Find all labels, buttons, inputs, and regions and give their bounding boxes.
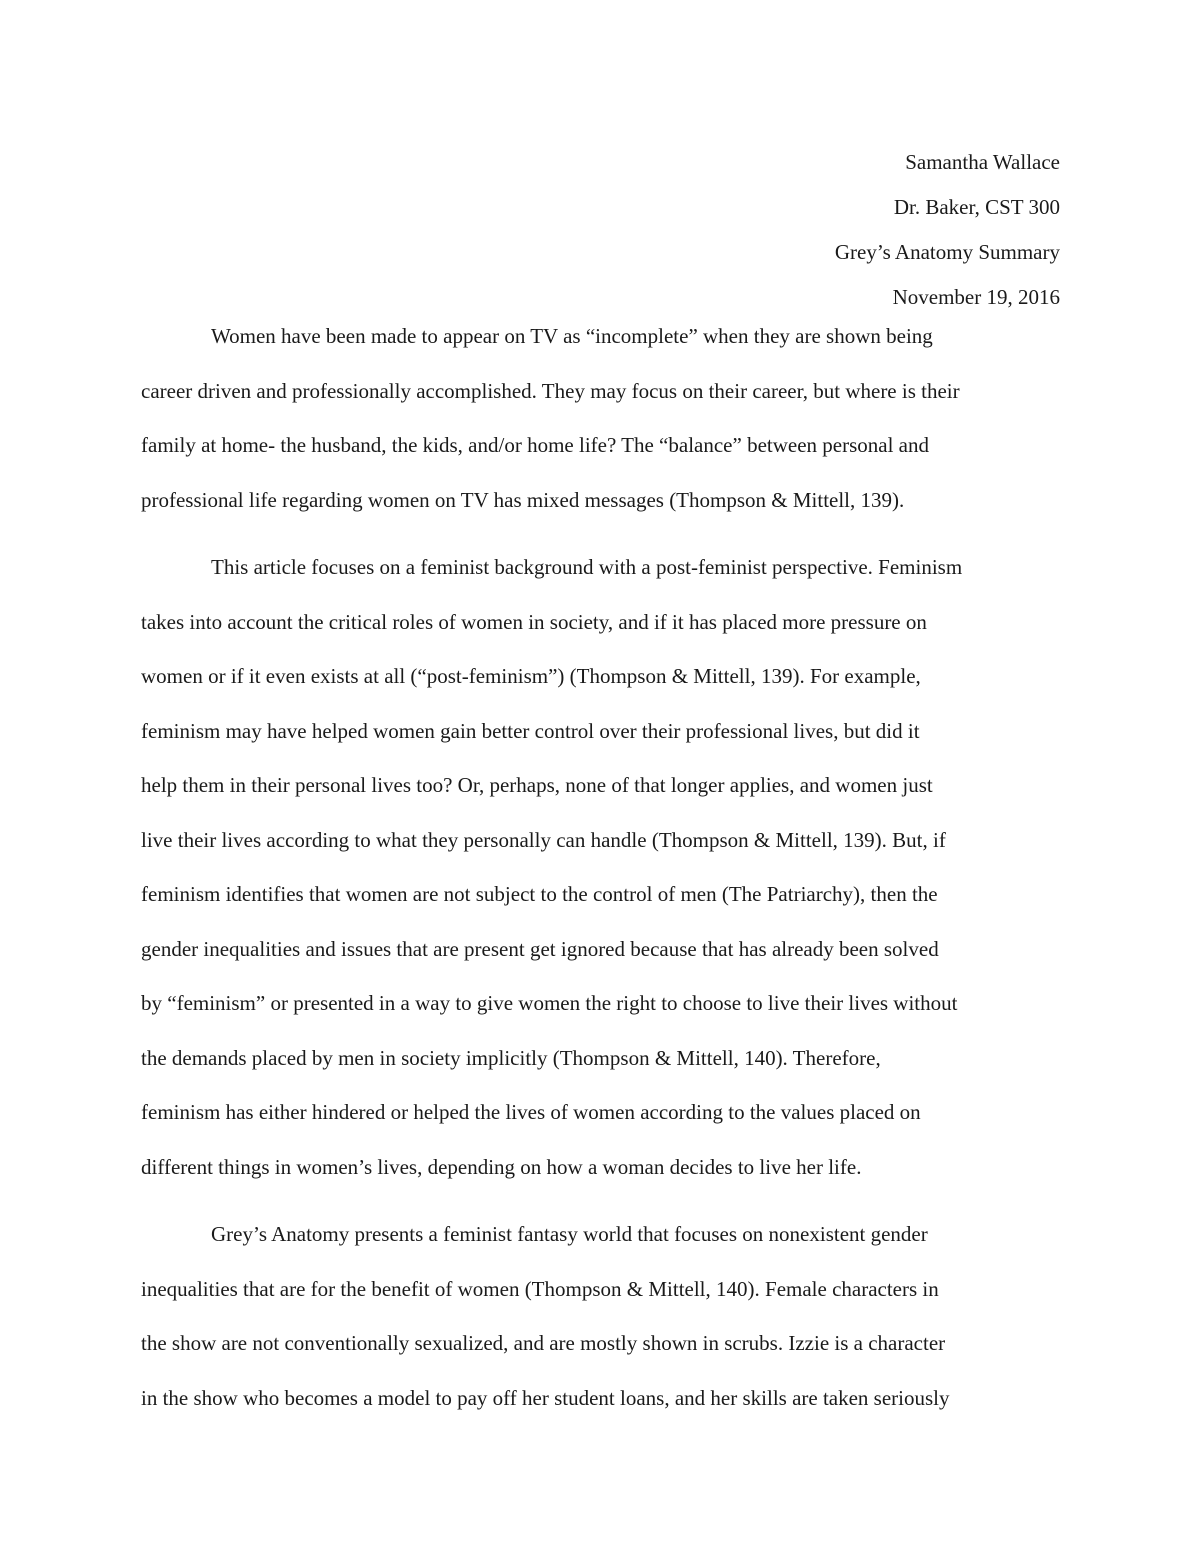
text-line: in the show who becomes a model to pay off her student loans, and her skills are taken seriously	[141, 1385, 950, 1410]
text-line: This article focuses on a feminist background with a post-feminist perspective. Feminism	[211, 555, 963, 579]
paragraph-spacer	[141, 1203, 1061, 1216]
text-line: gender inequalities and issues that are present get ignored because that has already been solved	[141, 936, 939, 961]
text-line: by “feminism” or presented in a way to give women the right to choose to live their lives without	[141, 991, 958, 1015]
text-line: different things in women’s lives, depending on how a woman decides to live her life.	[141, 1154, 862, 1179]
text-line: help them in their personal lives too? Or, perhaps, none of that longer applies, and women just	[141, 773, 933, 797]
paragraph-1	[141, 318, 1061, 536]
text-line: Grey’s Anatomy presents a feminist fantasy world that focuses on nonexistent gender	[211, 1222, 928, 1246]
paragraph-2	[141, 549, 1061, 1203]
text-line: live their lives according to what they personally can handle (Thompson & Mittell, 139). But, if	[141, 827, 946, 852]
text-line: professional life regarding women on TV has mixed messages (Thompson & Mittell, 139).	[141, 487, 905, 512]
course-info: Dr. Baker, CST 300	[893, 195, 1060, 219]
paper-date: November 19, 2016	[892, 285, 1060, 309]
author-name: Samantha Wallace	[905, 150, 1060, 174]
text-line: inequalities that are for the benefit of women (Thompson & Mittell, 140). Female characters in	[141, 1276, 939, 1301]
paragraph-spacer	[141, 536, 1061, 549]
paper-title: Grey’s Anatomy Summary	[834, 240, 1060, 264]
header-block	[835, 140, 1060, 320]
text-line: Women have been made to appear on TV as “incomplete” when they are shown being	[211, 324, 933, 348]
body-text	[141, 318, 1061, 1434]
text-line: career driven and professionally accomplished. They may focus on their career, but where is their	[141, 378, 960, 403]
text-line: family at home- the husband, the kids, and/or home life? The “balance” between personal and	[141, 433, 929, 457]
text-line: feminism identifies that women are not subject to the control of men (The Patriarchy), then the	[141, 882, 938, 906]
text-line: the show are not conventionally sexualized, and are mostly shown in scrubs. Izzie is a character	[141, 1331, 946, 1355]
text-line: feminism has either hindered or helped the lives of women according to the values placed on	[141, 1100, 921, 1124]
text-line: takes into account the critical roles of women in society, and if it has placed more pressure on	[141, 609, 927, 634]
text-line: women or if it even exists at all (“post-feminism”) (Thompson & Mittell, 139). For example,	[141, 664, 921, 688]
text-line: the demands placed by men in society implicitly (Thompson & Mittell, 140). Therefore,	[141, 1045, 881, 1070]
paragraph-3	[141, 1216, 1061, 1434]
text-line: feminism may have helped women gain better control over their professional lives, but did it	[141, 718, 920, 743]
